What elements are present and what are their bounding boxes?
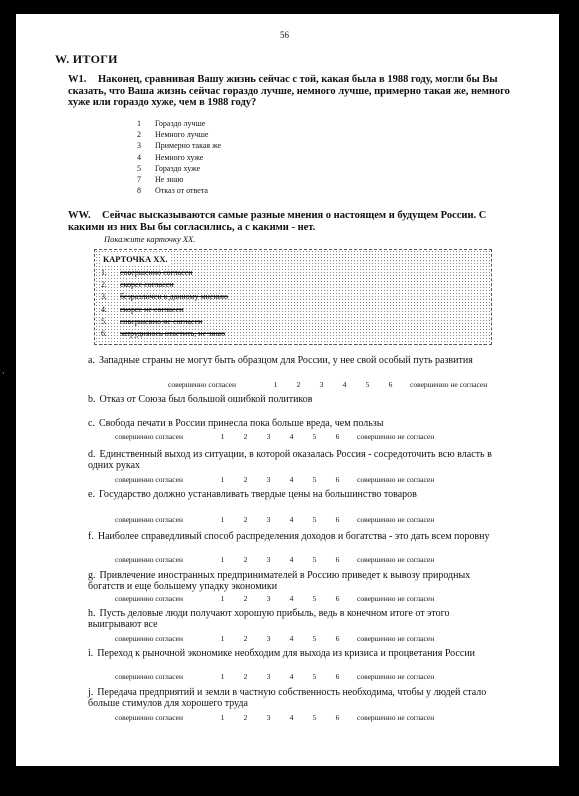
card-row-label: совершенно согласен bbox=[120, 268, 193, 277]
card-title: КАРТОЧКА ХХ. bbox=[103, 254, 168, 264]
scale-option[interactable]: 3 bbox=[266, 634, 271, 643]
option-number: 7 bbox=[137, 175, 141, 184]
scale-option[interactable]: 2 bbox=[243, 672, 248, 681]
card-row bbox=[101, 280, 174, 289]
statement bbox=[88, 648, 500, 659]
scale-option[interactable]: 4 bbox=[289, 475, 294, 484]
option-number: 3 bbox=[137, 141, 141, 151]
scale-option[interactable]: 3 bbox=[266, 475, 271, 484]
scale-option[interactable]: 6 bbox=[335, 555, 340, 564]
scale-option[interactable]: 5 bbox=[312, 672, 317, 681]
rating-scale bbox=[115, 475, 434, 484]
scale-option[interactable]: 4 bbox=[289, 515, 294, 524]
card-row-label: скорее согласен bbox=[120, 280, 174, 290]
scale-option[interactable]: 2 bbox=[296, 380, 301, 389]
interviewer-instruction: Покажите карточку ХХ. bbox=[104, 234, 196, 244]
option-number: 1 bbox=[137, 119, 141, 128]
scale-option[interactable]: 4 bbox=[342, 380, 347, 389]
statement bbox=[88, 489, 500, 500]
option-number: 5 bbox=[137, 163, 141, 173]
scale-option[interactable]: 1 bbox=[220, 432, 225, 441]
statement-letter: e. bbox=[88, 489, 95, 500]
rating-scale bbox=[115, 713, 434, 722]
scale-left-label: совершенно согласен bbox=[115, 475, 184, 484]
scale-option[interactable]: 2 bbox=[243, 594, 248, 603]
statement-text: Единственный выход из ситуации, в которой оказалась Россия - сосредоточить всю власть в одних руках bbox=[88, 449, 492, 471]
answer-option bbox=[137, 164, 200, 173]
question-code: W1. bbox=[68, 74, 87, 85]
card-row-label: совершенно не согласен bbox=[120, 316, 203, 326]
statement-letter: i. bbox=[88, 648, 94, 659]
scale-option[interactable]: 5 bbox=[312, 432, 317, 441]
scale-right-label: совершенно не согласен bbox=[357, 432, 435, 441]
option-number: 2 bbox=[137, 130, 141, 140]
statement-text: Пусть деловые люди получают хорошую прибыль, ведь в конечном итоге от этого выигрывают все bbox=[88, 608, 450, 630]
scale-option[interactable]: 3 bbox=[266, 515, 271, 524]
statement-letter: f. bbox=[88, 531, 94, 542]
scale-option[interactable]: 3 bbox=[266, 555, 271, 564]
response-card bbox=[94, 249, 492, 345]
card-row-number: 2. bbox=[101, 280, 107, 290]
scale-option[interactable]: 3 bbox=[266, 713, 271, 722]
scale-option[interactable]: 5 bbox=[312, 515, 317, 524]
statement-text: Привлечение иностранных предпринимателей в Россию приведет к вывозу природных богатств и еще большему упадку экономики bbox=[88, 570, 471, 592]
statement bbox=[88, 449, 500, 471]
card-row bbox=[101, 268, 193, 277]
scale-option[interactable]: 2 bbox=[243, 634, 248, 643]
statement-text: Наиболее справедливый способ распределения доходов и богатства - это дать всем поровну bbox=[97, 531, 490, 542]
card-row-number: 3. bbox=[101, 292, 107, 302]
document-page bbox=[2, 14, 559, 766]
scale-right-label: совершенно не согласен bbox=[357, 634, 435, 643]
scale-left-label: совершенно согласен bbox=[115, 634, 184, 643]
page-number: 56 bbox=[280, 30, 289, 40]
statement-text: Переход к рыночной экономике необходим для выхода из кризиса и процветания России bbox=[97, 648, 476, 659]
question-code: WW. bbox=[68, 210, 91, 221]
scale-option[interactable]: 4 bbox=[289, 594, 294, 603]
scale-right-label: совершенно не согласен bbox=[357, 515, 435, 524]
scale-option[interactable]: 3 bbox=[266, 432, 271, 441]
scale-option[interactable]: 1 bbox=[220, 672, 225, 681]
scale-option[interactable]: 2 bbox=[243, 515, 248, 524]
scale-option[interactable]: 6 bbox=[335, 515, 340, 524]
scale-right-label: совершенно не согласен bbox=[357, 555, 435, 564]
scale-option[interactable]: 2 bbox=[243, 432, 248, 441]
scale-option[interactable]: 1 bbox=[220, 515, 225, 524]
statement-letter: a. bbox=[88, 355, 95, 366]
rating-scale bbox=[115, 634, 434, 643]
statement-letter: g. bbox=[88, 570, 96, 581]
card-row bbox=[101, 305, 183, 314]
scale-left-label: совершенно согласен bbox=[115, 515, 184, 524]
scale-option[interactable]: 1 bbox=[220, 713, 225, 722]
card-row-label: скорее не согласен bbox=[120, 304, 184, 314]
question-w1 bbox=[68, 74, 520, 109]
answer-option bbox=[137, 141, 221, 150]
scale-right-label: совершенно не согласен bbox=[357, 672, 435, 681]
statement-letter: j. bbox=[88, 687, 94, 698]
card-row bbox=[101, 317, 202, 326]
card-row-label: затрудняюсь ответить, не знаю bbox=[120, 329, 226, 338]
rating-scale bbox=[115, 594, 434, 603]
card-row-label: безразличен к данному мнению bbox=[120, 292, 229, 302]
card-row-number: 4. bbox=[101, 304, 107, 314]
scale-option[interactable]: 4 bbox=[289, 634, 294, 643]
option-label: Гораздо хуже bbox=[155, 163, 201, 173]
option-label: Примерно такая же bbox=[155, 141, 222, 151]
scale-option[interactable]: 2 bbox=[243, 713, 248, 722]
scale-right-label: совершенно не согласен bbox=[410, 380, 488, 389]
scale-option[interactable]: 2 bbox=[243, 475, 248, 484]
scale-option[interactable]: 1 bbox=[220, 475, 225, 484]
card-row bbox=[101, 329, 225, 338]
statement-text: Западные страны не могут быть образцом для России, у нее свой особый путь развития bbox=[98, 355, 473, 366]
answer-option bbox=[137, 153, 203, 162]
statement bbox=[88, 394, 500, 405]
statement-letter: b. bbox=[88, 394, 96, 405]
scale-option[interactable]: 6 bbox=[335, 432, 340, 441]
statement-text: Отказ от Союза был большой ошибкой политиков bbox=[99, 394, 313, 405]
option-number: 4 bbox=[137, 152, 141, 162]
statement-letter: h. bbox=[88, 608, 96, 619]
statement-letter: d. bbox=[88, 449, 96, 460]
answer-option bbox=[137, 186, 208, 195]
question-ww bbox=[68, 210, 520, 233]
scale-option[interactable]: 3 bbox=[266, 594, 271, 603]
scale-option[interactable]: 6 bbox=[388, 380, 393, 389]
card-row-number: 5. bbox=[101, 316, 107, 326]
scale-option[interactable]: 6 bbox=[335, 634, 340, 643]
rating-scale bbox=[168, 380, 487, 389]
answer-option bbox=[137, 119, 205, 128]
statement bbox=[88, 355, 500, 366]
scale-left-label: совершенно согласен bbox=[115, 713, 184, 722]
option-label: Не знаю bbox=[155, 175, 184, 184]
scale-option[interactable]: 5 bbox=[312, 475, 317, 484]
scale-option[interactable]: 5 bbox=[312, 634, 317, 643]
statement bbox=[88, 418, 500, 429]
statement bbox=[88, 608, 500, 630]
question-text: Наконец, сравнивая Вашу жизнь сейчас с той, какая была в 1988 году, могли бы Вы сказать, что Ваша жизнь сейчас гораздо лучше, немного лучше, примерно такая же, немного хуже или гораздо хуже, чем в 1988 году? bbox=[68, 74, 510, 108]
card-row-number: 1. bbox=[101, 268, 107, 277]
scale-left-label: совершенно согласен bbox=[168, 380, 237, 389]
margin-mark: · bbox=[2, 369, 5, 378]
rating-scale bbox=[115, 515, 434, 524]
statement-text: Государство должно устанавливать твердые цены на большинство товаров bbox=[98, 489, 417, 500]
question-text: Сейчас высказываются самые разные мнения о настоящем и будущем России. С какими из них Вы бы согласились, а с какими - нет. bbox=[68, 210, 487, 233]
scale-option[interactable]: 1 bbox=[220, 594, 225, 603]
rating-scale bbox=[115, 432, 434, 441]
scale-option[interactable]: 4 bbox=[289, 713, 294, 722]
scale-option[interactable]: 3 bbox=[319, 380, 324, 389]
rating-scale bbox=[115, 672, 434, 681]
scale-option[interactable]: 6 bbox=[335, 594, 340, 603]
scale-option[interactable]: 4 bbox=[289, 432, 294, 441]
option-label: Немного лучше bbox=[155, 130, 209, 140]
scale-right-label: совершенно не согласен bbox=[357, 594, 435, 603]
scale-option[interactable]: 6 bbox=[335, 672, 340, 681]
scale-option[interactable]: 5 bbox=[312, 555, 317, 564]
rating-scale bbox=[115, 555, 434, 564]
scale-option[interactable]: 1 bbox=[220, 634, 225, 643]
scale-option[interactable]: 2 bbox=[243, 555, 248, 564]
scale-option[interactable]: 5 bbox=[312, 594, 317, 603]
scale-option[interactable]: 3 bbox=[266, 672, 271, 681]
scale-option[interactable]: 4 bbox=[289, 555, 294, 564]
scale-left-label: совершенно согласен bbox=[115, 594, 184, 603]
scale-option[interactable]: 4 bbox=[289, 672, 294, 681]
scale-left-label: совершенно согласен bbox=[115, 555, 184, 564]
scale-option[interactable]: 1 bbox=[220, 555, 225, 564]
option-number: 8 bbox=[137, 186, 141, 196]
scale-left-label: совершенно согласен bbox=[115, 672, 184, 681]
card-row-number: 6. bbox=[101, 329, 107, 338]
option-label: Немного хуже bbox=[155, 152, 204, 162]
section-title: W. ИТОГИ bbox=[55, 52, 118, 66]
scale-option[interactable]: 6 bbox=[335, 713, 340, 722]
answer-option bbox=[137, 175, 183, 184]
answer-option bbox=[137, 130, 208, 139]
scale-option[interactable]: 5 bbox=[312, 713, 317, 722]
statement-text: Свобода печати в России принесла пока больше вреда, чем пользы bbox=[98, 418, 384, 429]
scale-left-label: совершенно согласен bbox=[115, 432, 184, 441]
statement bbox=[88, 687, 500, 709]
scale-option[interactable]: 1 bbox=[273, 380, 278, 389]
option-label: Гораздо лучше bbox=[155, 119, 206, 128]
card-row bbox=[101, 292, 228, 301]
option-label: Отказ от ответа bbox=[155, 186, 208, 196]
scale-option[interactable]: 6 bbox=[335, 475, 340, 484]
statement-letter: c. bbox=[88, 418, 95, 429]
statement bbox=[88, 570, 500, 592]
statement-text: Передача предприятий и земли в частную собственность необходима, чтобы у людей стало больше стимулов для хорошего труда bbox=[88, 687, 487, 709]
scale-option[interactable]: 5 bbox=[365, 380, 370, 389]
scale-right-label: совершенно не согласен bbox=[357, 475, 435, 484]
scale-right-label: совершенно не согласен bbox=[357, 713, 435, 722]
statement bbox=[88, 531, 500, 542]
